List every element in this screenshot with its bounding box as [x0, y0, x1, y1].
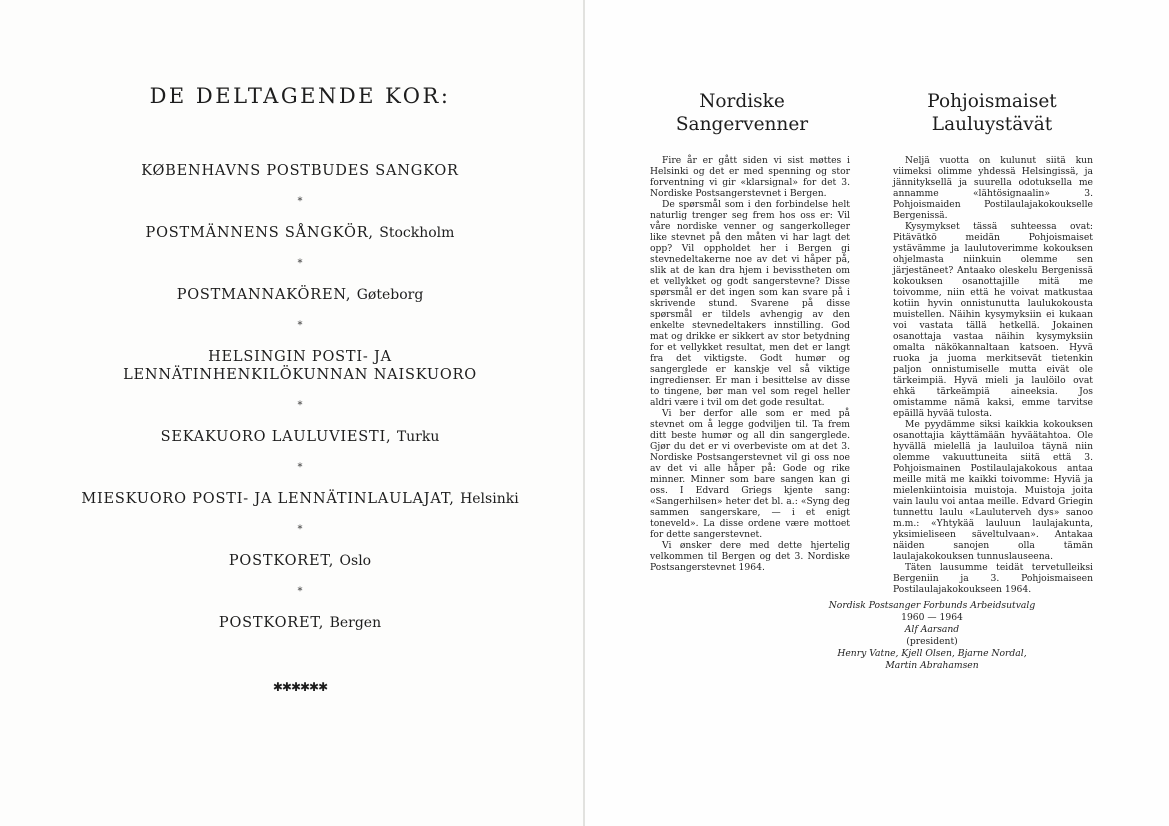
norwegian-title-line: Sangervenner	[675, 114, 809, 135]
finnish-title-line: Lauluystävät	[931, 114, 1053, 135]
choir-name-text: MIESKUORO POSTI- JA LENNÄTINLAULAJAT,	[81, 491, 455, 507]
choir-name	[40, 348, 560, 384]
choir-name	[40, 286, 560, 304]
signature-president: Alf Aarsand	[904, 624, 960, 635]
signature-president-role: (president)	[906, 636, 958, 647]
star-separator: *	[297, 462, 303, 473]
finnish-title-line: Pohjoismaiset	[927, 91, 1057, 112]
paragraph: Me pyydämme siksi kaikkia kokouksen osanottajia käyttämään hyväätahtoa. Ole hyvällä mielellä ja lauluiloa täynä niin olemme vakuuttuneita siitä että 3. Pohjoismainen Postilaulajakokous antaa meille mitä me kaikki toivomme: Hyviä ja mielenkiintoisia muistoja. Muistoja joita vain laulu voi antaa meille. Edvard Griegin tunnettu laulu «Lauluterveh dys» sanoo m.m.: «Yhtykää lauluun laulajakunta, yksimieliseen säveltulvaan». Antakaa näiden sanojen olla tämän laulajakokouksen tunnuslauseena.	[893, 419, 1093, 562]
choir-city: Helsinki	[460, 491, 519, 507]
star-separator: *	[297, 258, 303, 269]
signature-years: 1960 — 1964	[901, 612, 963, 623]
choir-list	[40, 162, 560, 632]
choir-city: Bergen	[329, 615, 382, 631]
paragraph: Täten lausumme teidät tervetulleiksi Bergeniin ja 3. Pohjoismaiseen Postilaulajakokoukseen 1964.	[893, 562, 1093, 595]
paragraph: Neljä vuotta on kulunut siitä kun viimeksi olimme yhdessä Helsingissä, ja jännityksellä ja suurella odotuksella me annamme «lähtösignaalin» 3. Pohjoismaiden Postilaulajakokoukselle Bergenissä.	[893, 155, 1093, 221]
star-separator: *	[297, 586, 303, 597]
choir-city: Gøteborg	[356, 287, 424, 303]
paragraph: Vi ber derfor alle som er med på stevnet om å legge godviljen til. Ta frem ditt beste humør og all din sangerglede. Gjør du det er vi overbeviste om at det 3. Nordiske Postsangerstevnet vil gi oss noe av det vi alle håper på: Gode og rike minner. Minner som bare sangen kan gi oss. I Edvard Griegs kjente sang: «Sangerhilsen» heter det bl. a.: «Syng deg sammen sangerskare, — i et enigt toneveld». La disse ordene være mottoet for dette sangerstevnet.	[650, 408, 850, 540]
ornament-divider: ✱✱✱✱✱✱	[272, 680, 328, 694]
star-separator: *	[297, 400, 303, 411]
star-separator: *	[297, 524, 303, 535]
choir-name	[40, 552, 560, 570]
choir-name-text: POSTKORET,	[228, 553, 335, 569]
finnish-title	[862, 90, 1122, 136]
page-title: DE DELTAGENDE KOR:	[149, 84, 451, 108]
choir-name-text: KØBENHAVNS POSTBUDES SANGKOR	[141, 163, 459, 179]
norwegian-title	[612, 90, 872, 136]
star-separator: *	[297, 196, 303, 207]
choir-name	[40, 490, 560, 508]
signature-members: Martin Abrahamsen	[885, 660, 979, 671]
signature-members: Henry Vatne, Kjell Olsen, Bjarne Nordal,	[837, 648, 1027, 659]
paragraph: Kysymykset tässä suhteessa ovat: Pitävätkö meidän Pohjoismaiset ystävämme ja laulutoverimme kokouksen ohjelmasta niinkuin olemme sen järjestäneet? Antaako oleskelu Bergenissä kokouksen osanottajille mitä me toivomme, niin että he voivat matkustaa kotiin hyvin onnistunutta laulukokousta muistellen. Näihin kysymyksiin ei kukaan voi vastata tällä hetkellä. Jokainen osanottaja vastaa näihin kysymyksiin omalta näkökannaltaan katsoen. Hyvä ruoka ja juoma merkitsevät tietenkin paljon onnistumiselle mutta eivät ole tärkeimpiä. Hyvä mieli ja laulöilo ovat ehkä tärkeämpiä aineeksia. Jos omistamme nämä kaksi, emme tarvitse epäillä hyvää tulosta.	[893, 221, 1093, 419]
paragraph: Vi ønsker dere med dette hjertelig velkommen til Bergen og det 3. Nordiske Postsangerstevnet 1964.	[650, 540, 850, 573]
choir-name	[40, 162, 560, 180]
norwegian-text	[650, 155, 850, 573]
signature-org: Nordisk Postsanger Forbunds Arbeidsutvalg	[828, 600, 1036, 611]
choir-name-text: HELSINGIN POSTI- JA LENNÄTINHENKILÖKUNNAN NAISKUORO	[123, 349, 477, 383]
choir-city: Turku	[396, 429, 440, 445]
left-page	[0, 0, 583, 826]
choir-name	[40, 224, 560, 242]
choir-city: Oslo	[339, 553, 372, 569]
norwegian-title-line: Nordiske	[699, 91, 785, 112]
choir-name	[40, 614, 560, 632]
choir-name-text: SEKAKUORO LAULUVIESTI,	[160, 429, 392, 445]
choir-city: Stockholm	[379, 225, 455, 241]
star-separator: *	[297, 320, 303, 331]
choir-name-text: POSTMÄNNENS SÅNGKÖR,	[145, 225, 374, 241]
choir-name-text: POSTMANNAKÖREN,	[176, 287, 352, 303]
finnish-text	[893, 155, 1093, 595]
choir-name-text: POSTKORET,	[218, 615, 325, 631]
signature-block	[732, 600, 1132, 672]
paragraph: Fire år er gått siden vi sist møttes i Helsinki og det er med spenning og stor forventning vi gir «klarsignal» for det 3. Nordiske Postsangerstevnet i Bergen.	[650, 155, 850, 199]
choir-name	[40, 428, 560, 446]
paragraph: De spørsmål som i den forbindelse helt naturlig trenger seg frem hos oss er: Vil våre nordiske venner og sangerkolleger like stevnet på den måten vi har lagt det opp? Vil oppholdet her i Bergen gi stevnedeltakerne noe av det vi håper på, slik at de kan dra hjem i bevisstheten om et vellykket og godt sangerstevne? Disse spørsmål er det ingen som kan svare på i skrivende stund. Svarene på disse spørsmål er tildels avhengig av den enkelte stevnedeltakers innstilling. God mat og drikke er sikkert av stor betydning for et vellykket resultat, men det er langt fra det viktigste. Godt humør og sangerglede er kanskje vel så viktige ingredienser. Er man i besittelse av disse to tingene, bør man vel som regel heller aldri være i tvil om det gode resultat.	[650, 199, 850, 408]
